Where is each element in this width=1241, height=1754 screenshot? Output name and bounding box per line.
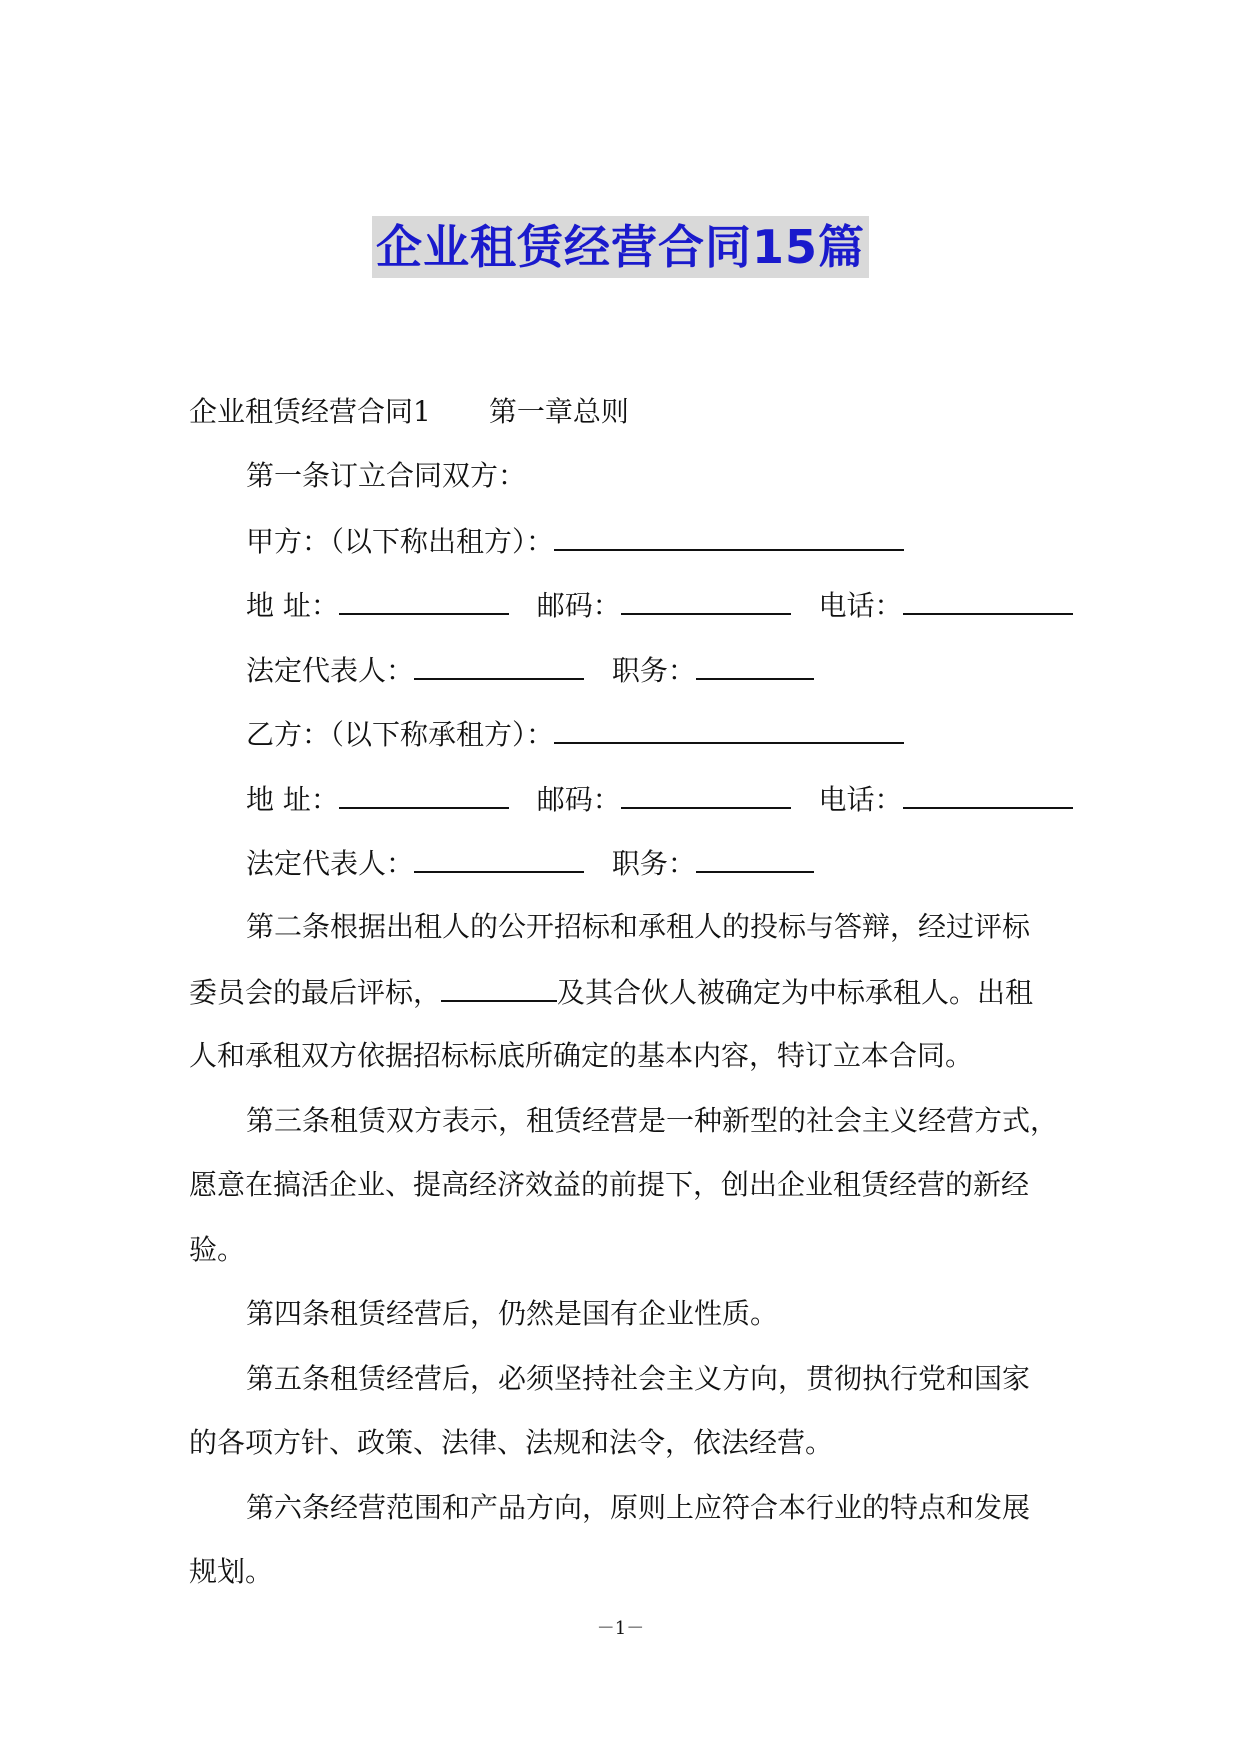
- document-title: 企业租赁经营合同15篇: [372, 216, 869, 278]
- phone-label: 电话：: [818, 783, 903, 816]
- party-b-blank[interactable]: [554, 714, 904, 744]
- article-2-text-a: 委员会的最后评标，: [189, 976, 442, 1009]
- article-6-line-2: 规划。: [189, 1555, 274, 1588]
- rep-blank[interactable]: [414, 650, 584, 680]
- address-blank[interactable]: [339, 585, 509, 615]
- article-2-line-3: 人和承租双方依据招标标底所确定的基本内容，特订立本合同。: [189, 1039, 974, 1072]
- title-blank[interactable]: [696, 843, 814, 873]
- party-b-line: [246, 714, 904, 755]
- postcode-blank[interactable]: [621, 585, 791, 615]
- party-b-address-line: [246, 779, 1073, 820]
- party-a-line: [246, 521, 904, 562]
- article-3-line-3: 验。: [189, 1233, 246, 1266]
- contract-number: 企业租赁经营合同1: [189, 395, 431, 428]
- article-5-line-2: 的各项方针、政策、法律、法规和法令，依法经营。: [189, 1426, 834, 1459]
- article-5-line-1: 第五条租赁经营后，必须坚持社会主义方向，贯彻执行党和国家: [246, 1362, 1031, 1395]
- chapter-title: 第一章总则: [488, 395, 629, 428]
- rep-blank[interactable]: [414, 843, 584, 873]
- party-a-address-line: [246, 585, 1073, 626]
- postcode-label: 邮码：: [536, 783, 621, 816]
- party-a-label: 甲方：（以下称出租方）：: [246, 525, 555, 558]
- article-4: 第四条租赁经营后，仍然是国有企业性质。: [246, 1297, 779, 1330]
- rep-label: 法定代表人：: [246, 654, 415, 687]
- article-3-line-2: 愿意在搞活企业、提高经济效益的前提下，创出企业租赁经营的新经: [189, 1168, 1030, 1201]
- article-2-line-1: 第二条根据出租人的公开招标和承租人的投标与答辩，经过评标: [246, 910, 1031, 943]
- party-b-label: 乙方：（以下称承租方）：: [246, 718, 555, 751]
- page-number: －1－: [596, 1618, 645, 1639]
- postcode-blank[interactable]: [621, 779, 791, 809]
- party-b-rep-line: [246, 843, 814, 884]
- article-1: 第一条订立合同双方：: [246, 459, 527, 492]
- article-3-line-1: 第三条租赁双方表示，租赁经营是一种新型的社会主义经营方式，: [246, 1104, 1059, 1137]
- rep-label: 法定代表人：: [246, 847, 415, 880]
- title-label: 职务：: [611, 847, 696, 880]
- postcode-label: 邮码：: [536, 589, 621, 622]
- address-label: 地 址：: [246, 589, 339, 622]
- address-label: 地 址：: [246, 783, 339, 816]
- article-2-text-b: 及其合伙人被确定为中标承租人。出租: [557, 976, 1034, 1009]
- title-container: [0, 216, 1241, 278]
- contract-heading: [189, 392, 629, 432]
- title-blank[interactable]: [696, 650, 814, 680]
- title-label: 职务：: [611, 654, 696, 687]
- article-2-line-2: [189, 972, 1033, 1013]
- party-a-blank[interactable]: [554, 521, 904, 551]
- party-a-rep-line: [246, 650, 814, 691]
- address-blank[interactable]: [339, 779, 509, 809]
- phone-blank[interactable]: [903, 779, 1073, 809]
- winner-blank[interactable]: [441, 972, 557, 1002]
- phone-label: 电话：: [818, 589, 903, 622]
- article-6-line-1: 第六条经营范围和产品方向，原则上应符合本行业的特点和发展: [246, 1491, 1031, 1524]
- phone-blank[interactable]: [903, 585, 1073, 615]
